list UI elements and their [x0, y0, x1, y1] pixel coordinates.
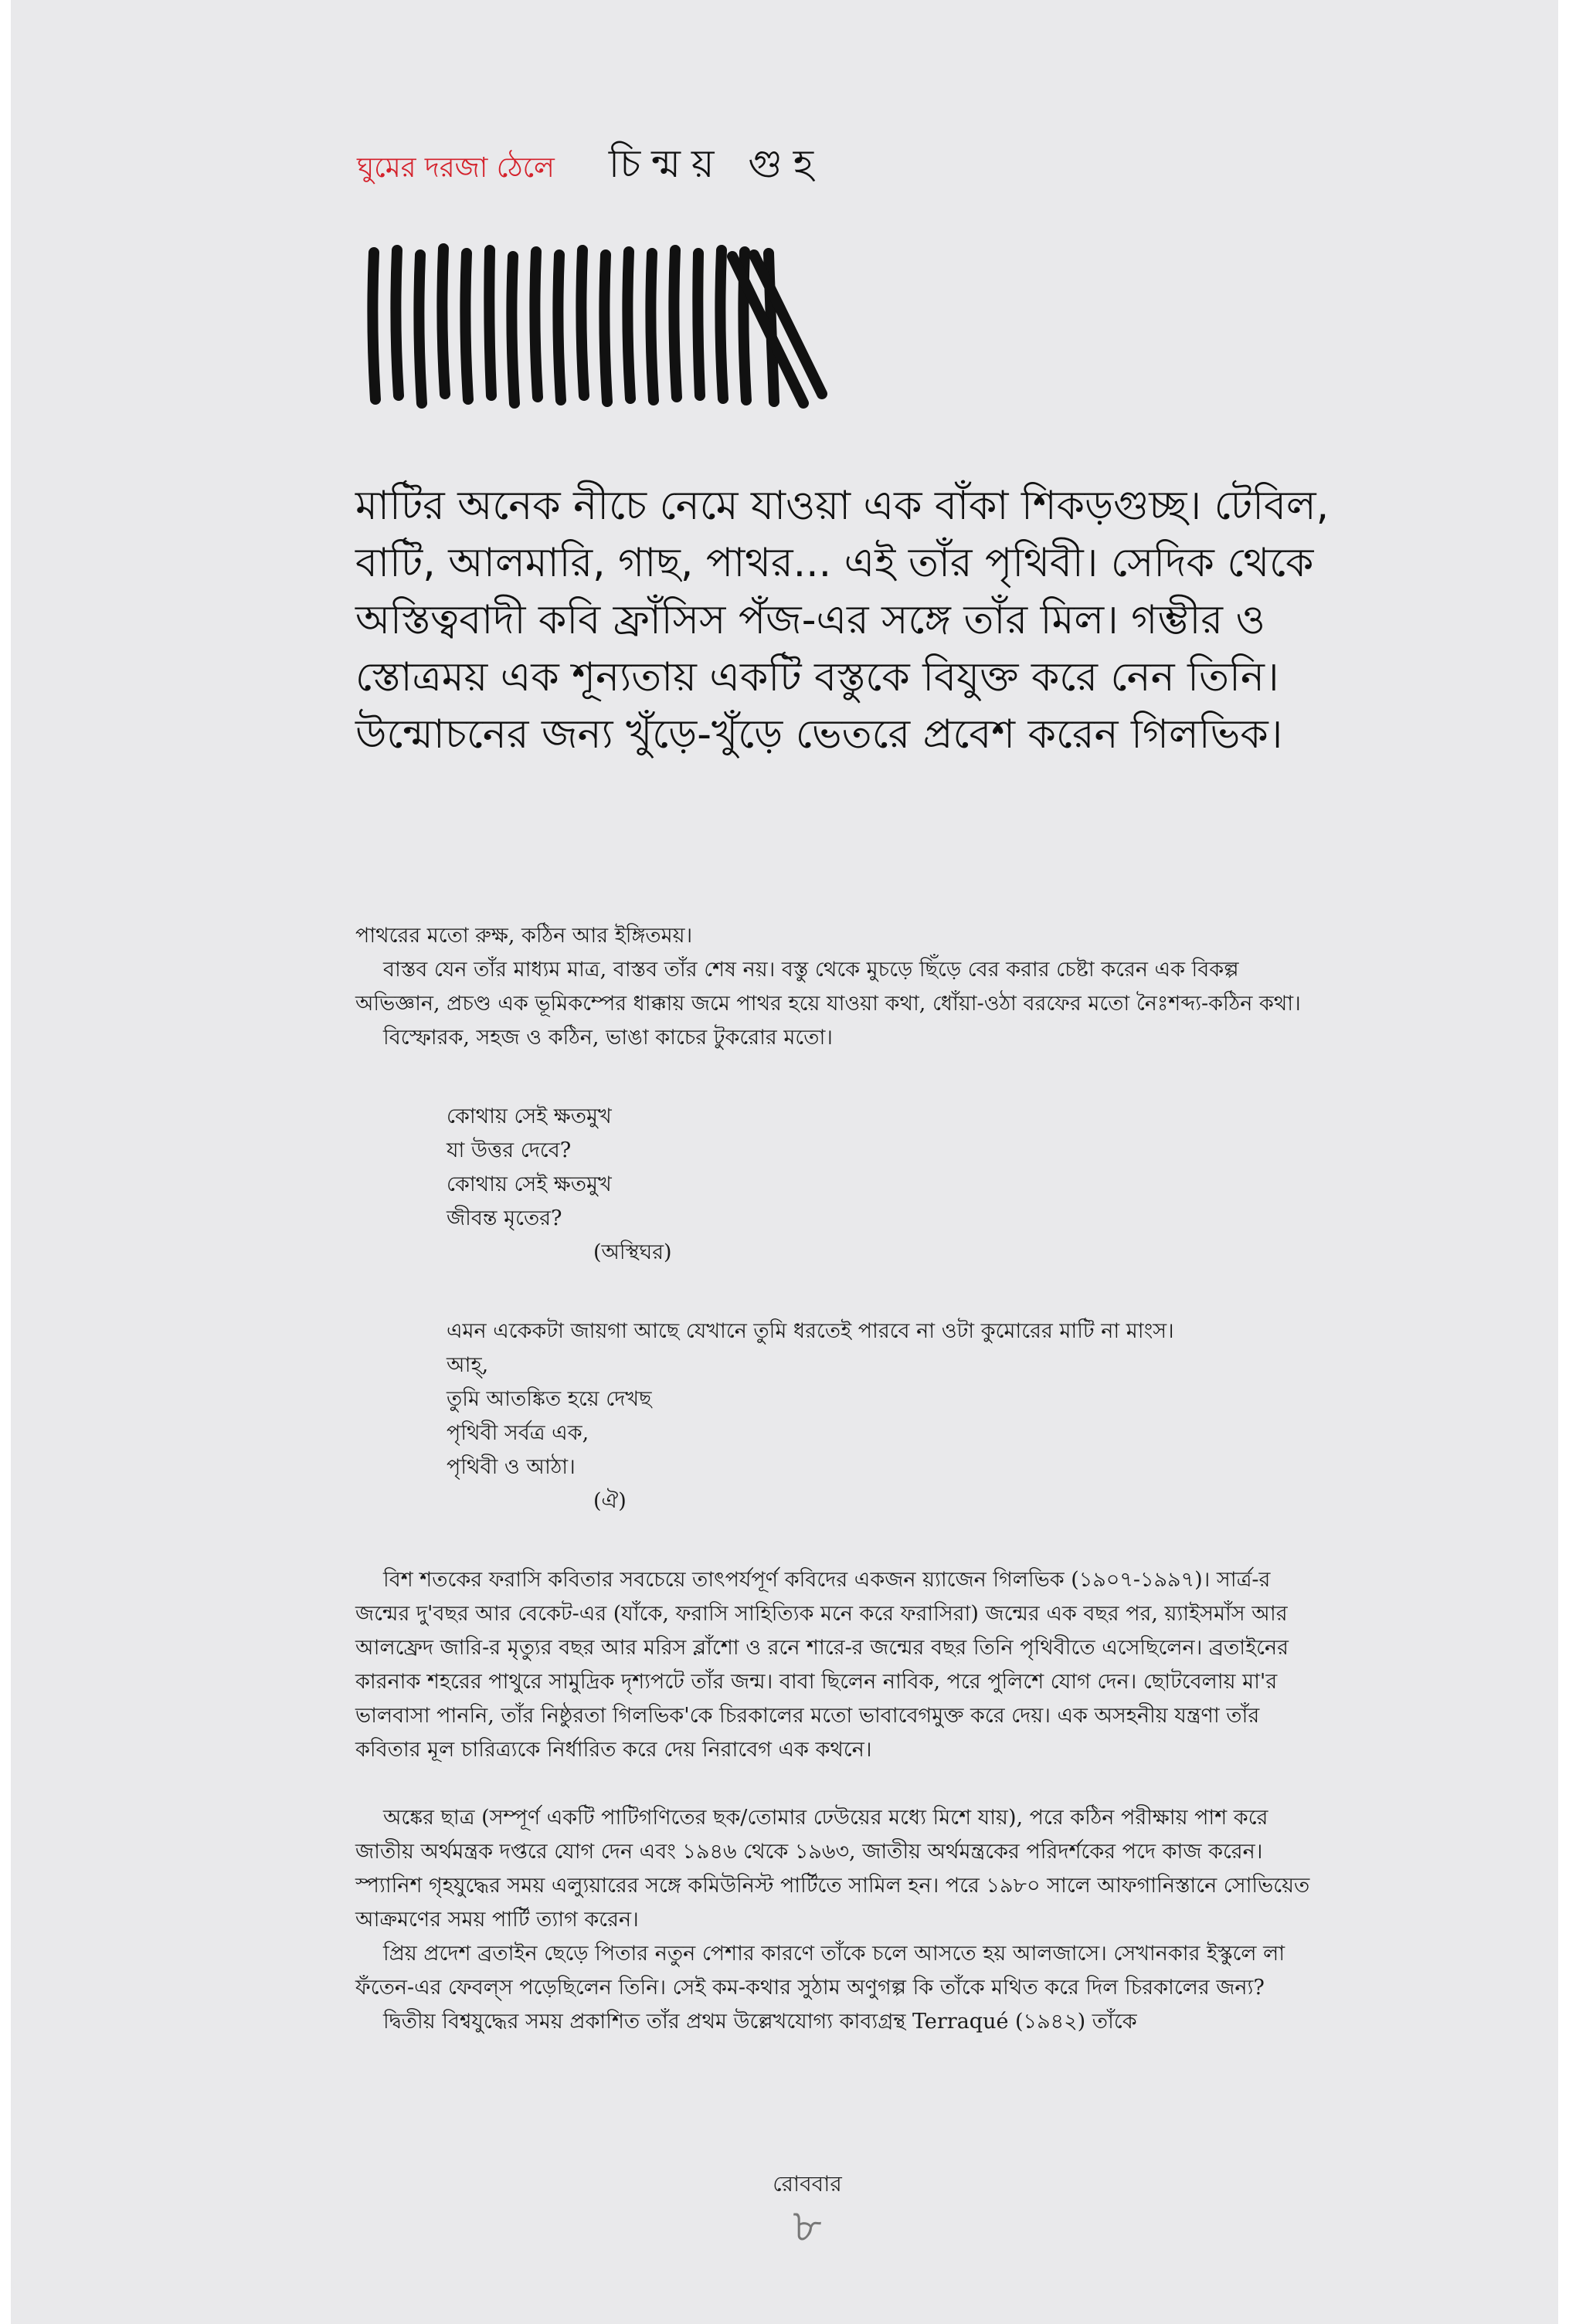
article-body	[355, 919, 1329, 2039]
poem-line: তুমি আতঙ্কিত হয়ে দেখছ	[447, 1387, 652, 1411]
pull-quote-line: উন্মোচনের জন্য খুঁড়ে-খুঁড়ে ভেতরে প্রবেশ করেন গিলভিক।	[355, 711, 1283, 758]
poem-line: কোথায় সেই ক্ষতমুখ	[447, 1104, 612, 1128]
body-paragraph: প্রিয় প্রদেশ ব্রতাইন ছেড়ে পিতার নতুন পেশার কারণে তাঁকে চলে আসতে হয় আলজাসে। সেখানকার ইস্কুলে লা ফঁতেন-এর ফেবল্‌স পড়েছিলেন তিনি। সেই কম-কথার সুঠাম অণুগল্প কি তাঁকে মথিত করে দিল চিরকালের জন্য?	[355, 1942, 1285, 2000]
body-paragraph: বিস্ফোরক, সহজ ও কঠিন, ভাঙা কাচের টুকরোর মতো।	[383, 1026, 833, 1050]
article-header	[357, 135, 824, 199]
poem-excerpt-2	[447, 1315, 1329, 1518]
pull-quote-line: অস্তিত্ববাদী কবি ফ্রাঁসিস পঁজ-এর সঙ্গে তাঁর মিল। গম্ভীর ও	[355, 597, 1265, 643]
page-number: ৮	[793, 2200, 822, 2252]
poem-line: এমন একেকটা জায়গা আছে যেখানে তুমি ধরতেই পারবে না ওটা কুমোরের মাটি না মাংস।	[447, 1319, 1174, 1343]
pull-quote-line: স্তোত্রময় এক শূন্যতায় একটি বস্তুকে বিযুক্ত করে নেন তিনি।	[355, 654, 1279, 701]
poem-line: পৃথিবী সর্বত্র এক,	[447, 1421, 589, 1445]
column-kicker: ঘুমের দরজা ঠেলে	[357, 152, 555, 184]
body-paragraph: বিশ শতকের ফরাসি কবিতার সবচেয়ে তাৎপর্যপূর্ণ কবিদের একজন য়্যাজেন গিলভিক (১৯০৭-১৯৯৭)। সার্ত্র-র জন্মের দু'বছর আর বেকেট-এর (যাঁকে, ফরাসি সাহিত্যিক মনে করে ফরাসিরা) জন্মের এক বছর পর, য়্যাইসমাঁস আর আলফ্রেদ জারি-র মৃত্যুর বছর আর মরিস ব্লাঁশো ও রনে শারে-র জন্মের বছর তিনি পৃথিবীতে এসেছিলেন। ব্রতাইনের কারনাক শহরের পাথুরে সামুদ্রিক দৃশ্যপটে তাঁর জন্ম। বাবা ছিলেন নাবিক, পরে পুলিশে যোগ দেন। ছোটবেলায় মা'র ভালবাসা পাননি, তাঁর নিষ্ঠুরতা গিলভিক'কে চিরকালের মতো ভাবাবেগমুক্ত করে দেয়। এক অসহনীয় যন্ত্রণা তাঁর কবিতার মূল চারিত্র্যকে নির্ধারিত করে দেয় নিরাবেগ এক কথনে।	[355, 1568, 1289, 1762]
poem-line: আহ্,	[447, 1353, 489, 1377]
pull-quote-line: মাটির অনেক নীচে নেমে যাওয়া এক বাঁকা শিকড়গুচ্ছ। টেবিল,	[355, 483, 1330, 529]
poem-line: জীবন্ত মৃতের?	[447, 1206, 562, 1230]
page-edge-left	[0, 0, 11, 2324]
poem-line: কোথায় সেই ক্ষতমুখ	[447, 1172, 612, 1196]
body-paragraph: অঙ্কের ছাত্র (সম্পূর্ণ একটি পাটিগণিতের ছক/তোমার ঢেউয়ের মধ্যে মিশে যায়), পরে কঠিন পরীক্ষায় পাশ করে জাতীয় অর্থমন্ত্রক দপ্তরে যোগ দেন এবং ১৯৪৬ থেকে ১৯৬৩, জাতীয় অর্থমন্ত্রকের পরিদর্শকের পদে কাজ করেন। স্প্যানিশ গৃহযুদ্ধের সময় এল্যুয়ারের সঙ্গে কমিউনিস্ট পার্টিতে সামিল হন। পরে ১৯৮০ সালে আফগানিস্তানে সোভিয়েত আক্রমণের সময় পার্টি ত্যাগ করেন।	[355, 1806, 1310, 1932]
body-paragraph: বাস্তব যেন তাঁর মাধ্যম মাত্র, বাস্তব তাঁর শেষ নয়। বস্তু থেকে মুচড়ে ছিঁড়ে বের করার চেষ্টা করেন এক বিকল্প অভিজ্ঞান, প্রচণ্ড এক ভূমিকম্পের ধাক্কায় জমে পাথর হয়ে যাওয়া কথা, ধোঁয়া-ওঠা বরফের মতো নৈঃশব্দ্য-কঠিন কথা।	[355, 958, 1301, 1016]
body-paragraph: পাথরের মতো রুক্ষ, কঠিন আর ইঙ্গিতময়।	[355, 924, 693, 948]
tally-marks-graphic	[363, 241, 834, 419]
poem-excerpt-1	[447, 1100, 1329, 1270]
pull-quote-line: বাটি, আলমারি, গাছ, পাথর... এই তাঁর পৃথিবী। সেদিক থেকে	[355, 540, 1314, 586]
author-name: চিন্ময় গুহ	[608, 141, 824, 186]
magazine-name: রোববার	[773, 2171, 842, 2197]
poem-attribution: (ঐ)	[593, 1489, 627, 1513]
body-paragraph: দ্বিতীয় বিশ্বযুদ্ধের সময় প্রকাশিত তাঁর প্রথম উল্লেখযোগ্য কাব্যগ্রন্থ Terraqué (১৯৪২) তাঁকে	[383, 2010, 1137, 2034]
poem-line: যা উত্তর দেবে?	[447, 1138, 572, 1162]
pull-quote	[355, 477, 1391, 763]
poem-line: পৃথিবী ও আঠা।	[447, 1455, 576, 1479]
page-edge-right	[1558, 0, 1569, 2324]
poem-attribution: (অস্থিঘর)	[593, 1240, 672, 1264]
